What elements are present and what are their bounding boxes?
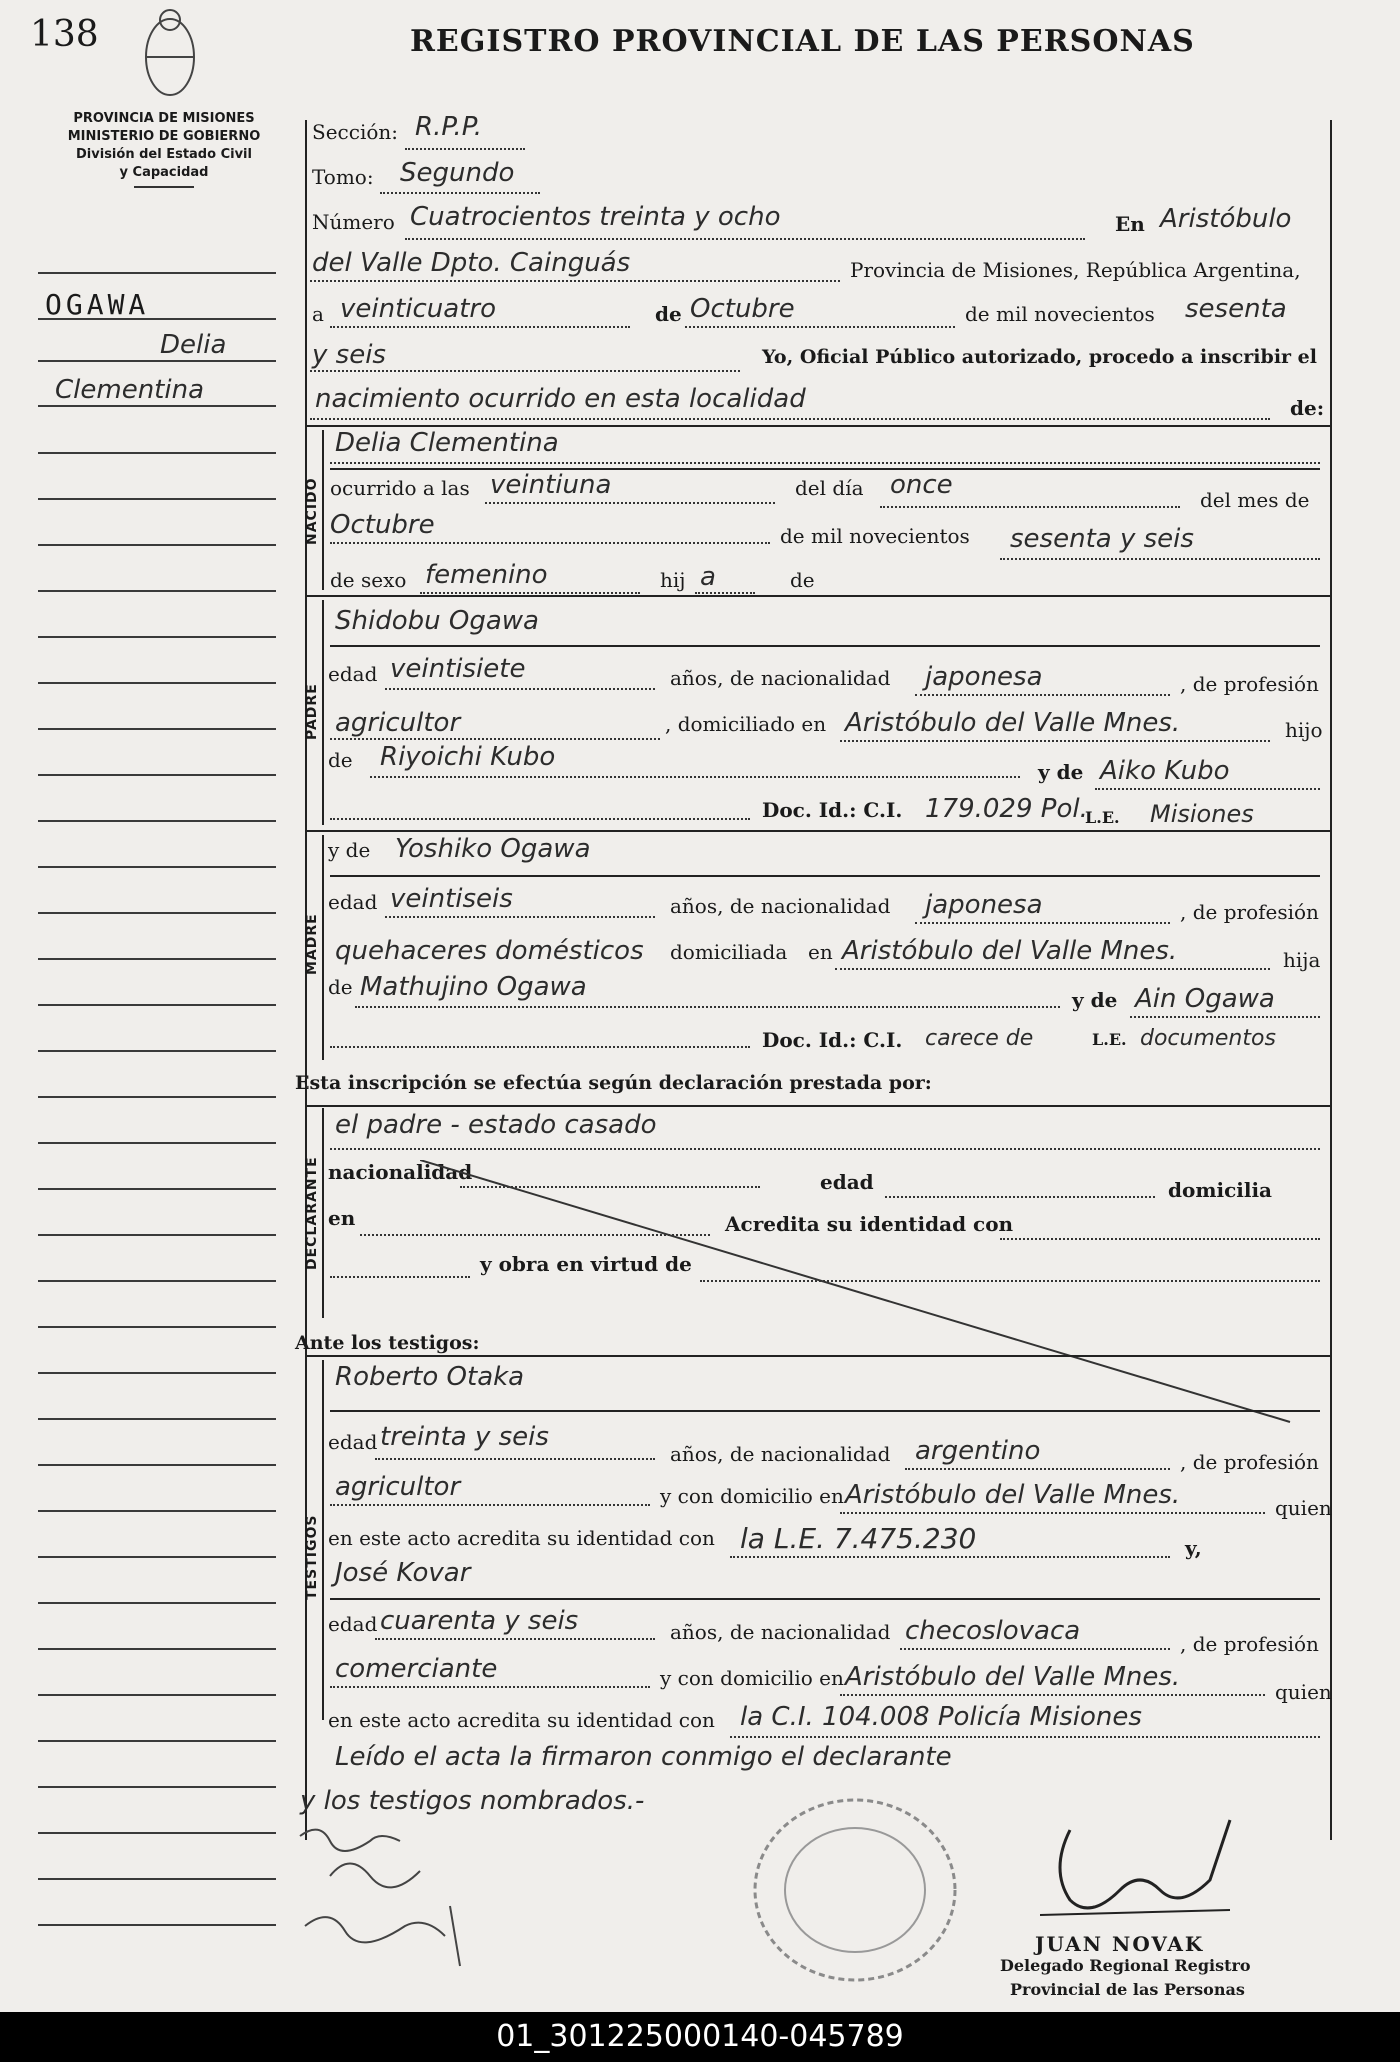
mes-value: Octubre [330,510,435,540]
mil-novecientos-nacido-label: de mil novecientos [780,524,970,548]
anio-inscripcion-value-2: y seis [312,340,386,370]
tomo-value: Segundo [400,158,515,188]
madre-en-label: en [808,940,833,964]
padre-top-rule [305,595,1330,597]
testigo1-nombre-value: Roberto Otaka [335,1362,525,1392]
padre-domicilio-label: , domiciliado en [665,712,827,736]
testigo2-nacionalidad-label: años, de nacionalidad [670,1620,891,1644]
declarante-intro: Esta inscripción se efectúa según declaración prestada por: [295,1072,932,1094]
testigo2-edad-label: edad [328,1612,378,1636]
testigo2-quien-label: quien [1275,1680,1332,1704]
declarante-cancel-stroke [420,1160,1300,1430]
closing-line-1: Leído el acta la firmaron conmigo el declarante [335,1742,952,1772]
madre-top-rule [305,830,1330,832]
lugar-value: del Valle Dpto. Cainguás [312,248,631,278]
madre-profesion-value: quehaceres domésticos [335,936,644,966]
padre-profesion-label: , de profesión [1180,672,1319,696]
en-value: Aristóbulo [1160,204,1292,234]
testigo1-edad-label: edad [328,1430,378,1454]
madre-doc-value: carece de [925,1026,1034,1051]
testigo1-acredita-label: en este acto acredita su identidad con [328,1526,715,1550]
signatory-role-1: Delegado Regional Registro [1000,1956,1251,1975]
declarante-value: el padre - estado casado [335,1110,657,1140]
del-mes-label: del mes de [1200,488,1310,512]
del-dia-label: del día [795,476,864,500]
hora-value: veintiuna [490,470,612,500]
madre-nacionalidad-value: japonesa [925,890,1043,920]
testigos-section-label: TESTIGOS [304,1514,320,1600]
page-number: 138 [30,14,99,55]
padre-madre-de-value: Aiko Kubo [1100,756,1230,786]
testigo2-edad-value: cuarenta y seis [380,1606,579,1636]
en-label: En [1115,212,1145,236]
nacido-top-rule [305,425,1330,427]
padre-y-de-label: y de [1038,760,1084,784]
margin-given-name-2: Clementina [55,375,205,405]
anio-value: sesenta y seis [1010,524,1194,554]
hij-label: hij [660,568,686,592]
testigo2-nombre-value: José Kovar [335,1558,471,1588]
madre-profesion-label: , de profesión [1180,900,1319,924]
madre-le-label: L.E. [1092,1030,1127,1049]
madre-hija-label: hija [1283,948,1321,972]
coat-of-arms-icon [140,2,200,102]
testigo1-edad-value: treinta y seis [380,1422,549,1452]
padre-doc-extra-value: Misiones [1150,800,1254,828]
testigo1-y-label: y, [1185,1536,1202,1560]
testigo1-nacionalidad-value: argentino [915,1436,1041,1466]
anio-inscripcion-value-1: sesenta [1185,294,1287,324]
madre-padre-de-value: Mathujino Ogawa [360,972,587,1002]
de-colon-label: de: [1290,396,1325,420]
testigo2-profesion-label: , de profesión [1180,1632,1319,1656]
sexo-label: de sexo [330,568,407,592]
padre-edad-value: veintisiete [390,654,526,684]
mes-inscripcion-value: Octubre [690,294,795,324]
nacido-nombre-value: Delia Clementina [335,428,559,458]
testigo1-nacionalidad-label: años, de nacionalidad [670,1442,891,1466]
official-signature [1040,1810,1240,1930]
sexo-value: femenino [425,560,548,590]
signatory-name: JUAN NOVAK [1035,1932,1205,1956]
official-seal-stamp [735,1790,975,1990]
madre-nacionalidad-label: años, de nacionalidad [670,894,891,918]
declarante-edad-label: edad [820,1170,874,1194]
madre-doc-label: Doc. Id.: C.I. [762,1028,903,1052]
testigo2-domicilio-label: y con domicilio en [660,1666,844,1690]
nacido-section-label: NACIDO [304,477,320,545]
testigo1-quien-label: quien [1275,1496,1332,1520]
padre-section-label: PADRE [304,683,320,740]
numero-value: Cuatrocientos treinta y ocho [410,202,781,232]
padre-nacionalidad-label: años, de nacionalidad [670,666,891,690]
testigos-intro: Ante los testigos: [295,1332,480,1354]
madre-doc-extra-value: documentos [1140,1026,1276,1051]
padre-hijo-label: hijo [1285,718,1323,742]
declarante-nacionalidad-label: nacionalidad [328,1160,473,1184]
madre-domicilio-value: Aristóbulo del Valle Mnes. [842,936,1178,966]
madre-domicilio-label: domiciliada [670,940,788,964]
tomo-label: Tomo: [312,165,374,189]
hecho-value: nacimiento ocurrido en esta localidad [315,384,806,414]
padre-doc-label: Doc. Id.: C.I. [762,798,903,822]
padre-nacionalidad-value: japonesa [925,662,1043,692]
witness-signatures [290,1816,510,1976]
testigo2-doc-value: la C.I. 104.008 Policía Misiones [740,1702,1142,1732]
hij-suffix-value: a [700,562,716,592]
madre-nombre-value: Yoshiko Ogawa [395,834,591,864]
testigo2-profesion-value: comerciante [335,1654,498,1684]
madre-y-de-label: y de [328,838,371,862]
footer-code: 01_301225000140-045789 [0,2012,1400,2062]
madre-y-de2-label: y de [1072,988,1118,1012]
numero-label: Número [312,210,395,234]
padre-de-label: de [328,748,353,772]
madre-edad-label: edad [328,890,378,914]
padre-profesion-value: agricultor [335,708,461,738]
padre-domicilio-value: Aristóbulo del Valle Mnes. [845,708,1181,738]
madre-madre-de-value: Ain Ogawa [1135,984,1275,1014]
declarante-virtud-label: y obra en virtud de [480,1252,692,1276]
document-title: REGISTRO PROVINCIAL DE LAS PERSONAS [410,24,1195,59]
de-label: de [655,302,682,326]
madre-section-label: MADRE [304,913,320,975]
closing-line-2: y los testigos nombrados.- [300,1786,645,1816]
declarante-acredita-label: Acredita su identidad con [725,1212,1014,1236]
mil-novecientos-label: de mil novecientos [965,302,1155,326]
testigo1-domicilio-value: Aristóbulo del Valle Mnes. [845,1480,1181,1510]
padre-nombre-value: Shidobu Ogawa [335,606,539,636]
declarante-domicilia-label: domicilia [1168,1178,1273,1202]
declarante-en-label: en [328,1206,356,1230]
ocurrido-label: ocurrido a las [330,476,470,500]
testigo1-profesion-value: agricultor [335,1472,461,1502]
madre-de-label: de [328,975,353,999]
testigo2-nacionalidad-value: checoslovaca [905,1616,1081,1646]
testigo2-acredita-label: en este acto acredita su identidad con [328,1708,715,1732]
padre-doc-value: 179.029 Pol. [925,794,1088,824]
oficial-text: Yo, Oficial Público autorizado, procedo a inscribir el [762,346,1317,368]
testigo1-profesion-label: , de profesión [1180,1450,1319,1474]
main-right-border [1330,120,1332,1840]
testigo2-domicilio-value: Aristóbulo del Valle Mnes. [845,1662,1181,1692]
madre-edad-value: veintiseis [390,884,513,914]
testigo1-domicilio-label: y con domicilio en [660,1484,844,1508]
margin-surname: OGAWA [45,288,150,321]
signatory-role-2: Provincial de las Personas [1010,1980,1245,1999]
hij-de-label: de [790,568,815,592]
margin-given-name-1: Delia [160,330,227,360]
declarante-section-label: DECLARANTE [304,1156,320,1270]
dia-value: once [890,470,953,500]
provincia-text: Provincia de Misiones, República Argentina, [850,258,1301,282]
dia-inscripcion-value: veinticuatro [340,294,496,324]
issuing-office: PROVINCIA DE MISIONES MINISTERIO DE GOBIERNO División del Estado Civil y Capacidad [40,110,288,188]
nacido-inner-border [322,430,324,590]
padre-padre-de-value: Riyoichi Kubo [380,742,556,772]
a-label: a [312,302,324,326]
testigo1-doc-value: la L.E. 7.475.230 [740,1522,977,1555]
seccion-label: Sección: [312,120,398,144]
padre-edad-label: edad [328,662,378,686]
padre-le-label: L.E. [1085,808,1120,827]
seccion-value: R.P.P. [415,112,483,142]
